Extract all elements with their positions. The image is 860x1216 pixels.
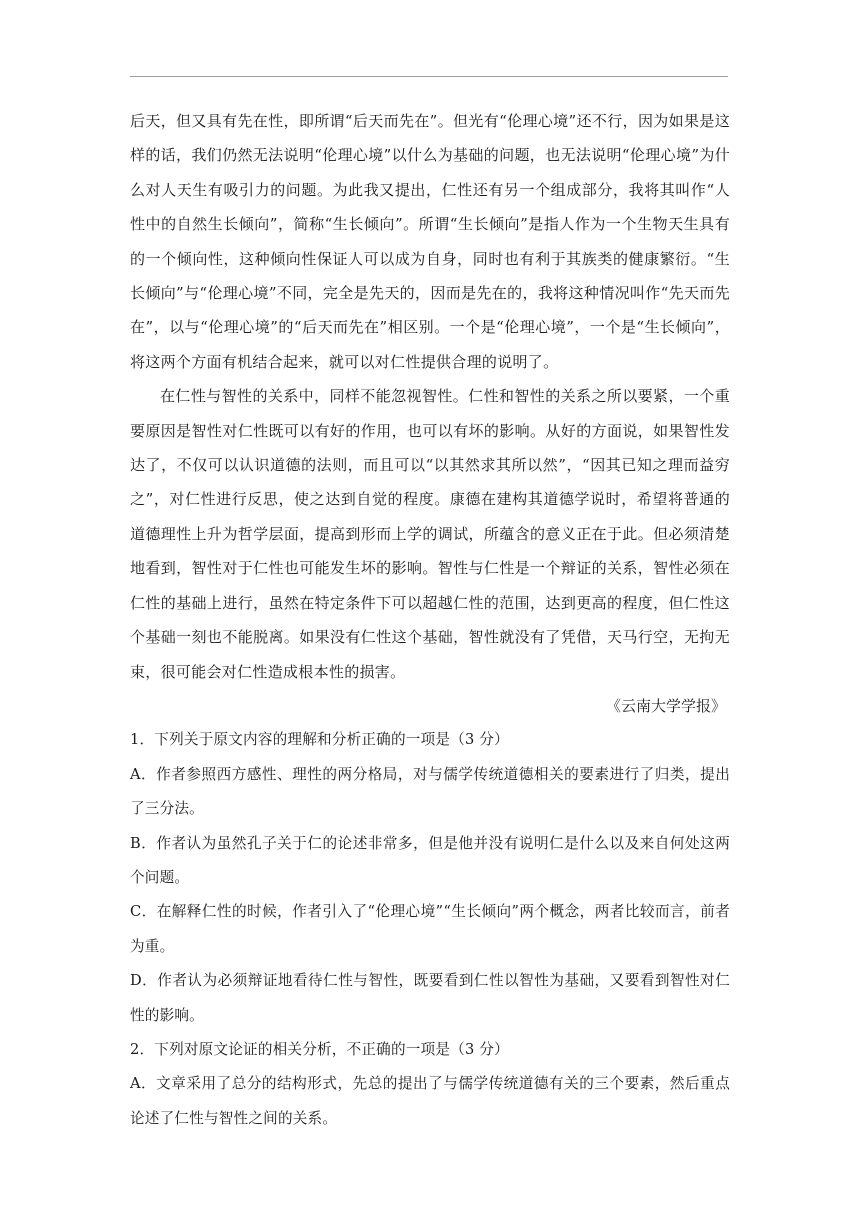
question-1-option-b: B．作者认为虽然孔子关于仁的论述非常多，但是他并没有说明仁是什么以及来自何处这两个问题。 (130, 834, 730, 886)
question-2-option-a: A．文章采用了总分的结构形式，先总的提出了与儒学传统道德有关的三个要素，然后重点论述了仁性与智性之间的关系。 (130, 1075, 730, 1127)
document-page (130, 104, 730, 1136)
passage-source: 《云南大学学报》 (605, 696, 726, 715)
passage-paragraph-1: 后天，但又具有先在性，即所谓“后天而先在”。但光有“伦理心境”还不行，因为如果是这样的话，我们仍然无法说明“伦理心境”以什么为基础的问题，也无法说明“伦理心境”为什么对人天生有吸引力的问题。为此我又提出，仁性还有另一个组成部分，我将其叫作“人性中的自然生长倾向”，简称“生长倾向”。所谓“生长倾向”是指人作为一个生物天生具有的一个倾向性，这种倾向性保证人可以成为自身，同时也有利于其族类的健康繁衍。“生长倾向”与“伦理心境”不同，完全是先天的，因而是先在的，我将这种情况叫作“先天而先在”，以与“伦理心境”的“后天而先在”相区别。一个是“伦理心境”，一个是“生长倾向”，将这两个方面有机结合起来，就可以对仁性提供合理的说明了。 (130, 112, 730, 371)
question-1-stem: 1．下列关于原文内容的理解和分析正确的一项是（3 分） (130, 731, 509, 749)
header-rule (130, 76, 728, 77)
question-1-option-c: C．在解释仁性的时候，作者引入了“伦理心境”“生长倾向”两个概念，两者比较而言，前者为重。 (130, 903, 730, 955)
question-2-stem: 2．下列对原文论证的相关分析，不正确的一项是（3 分） (130, 1040, 509, 1058)
question-1-option-a: A．作者参照西方感性、理性的两分格局，对与儒学传统道德相关的要素进行了归类，提出了三分法。 (130, 765, 730, 818)
passage-paragraph-2: 在仁性与智性的关系中，同样不能忽视智性。仁性和智性的关系之所以要紧，一个重要原因是智性对仁性既可以有好的作用，也可以有坏的影响。从好的方面说，如果智性发达了，不仅可以认识道德的法则，而且可以“以其然求其所以然”，“因其已知之理而益穷之”，对仁性进行反思，使之达到自觉的程度。康德在建构其道德学说时，希望将普通的道德理性上升为哲学层面，提高到形而上学的调试，所蕴含的意义正在于此。但必须清楚地看到，智性对于仁性也可能发生坏的影响。智性与仁性是一个辩证的关系，智性必须在仁性的基础上进行，虽然在特定条件下可以超越仁性的范围，达到更高的程度，但仁性这个基础一刻也不能脱离。如果没有仁性这个基础，智性就没有了凭借，天马行空，无拘无束，很可能会对仁性造成根本性的损害。 (130, 387, 730, 681)
question-1-option-d: D．作者认为必须辩证地看待仁性与智性，既要看到仁性以智性为基础，又要看到智性对仁性的影响。 (130, 972, 730, 1024)
